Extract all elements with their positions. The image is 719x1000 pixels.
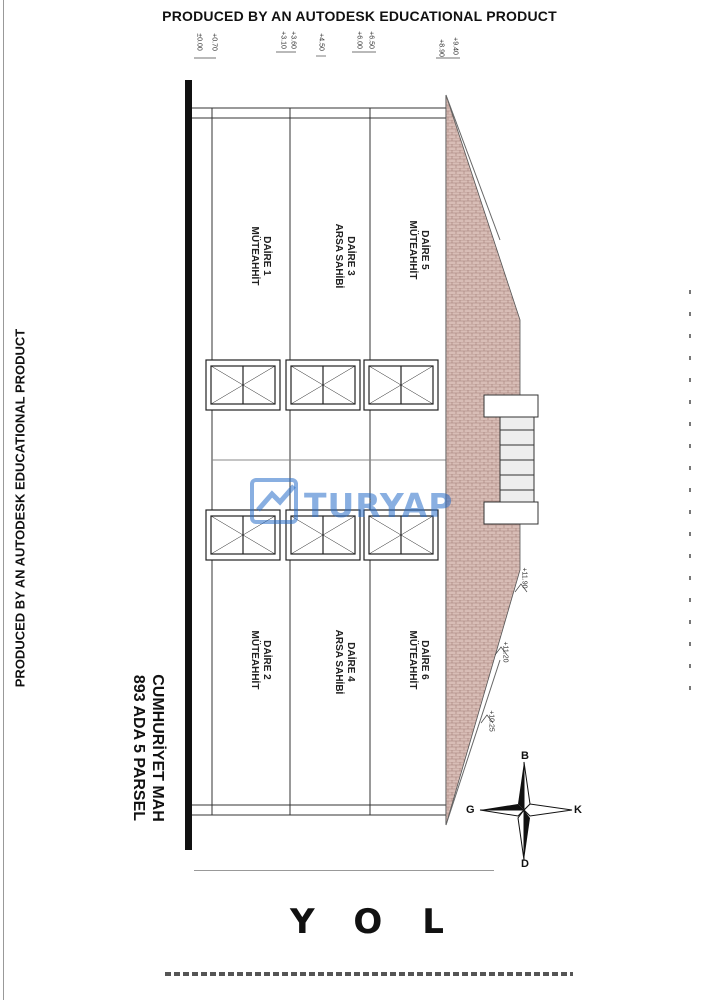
educational-banner-left-text: PRODUCED BY AN AUTODESK EDUCATIONAL PRODUCT xyxy=(12,328,28,688)
bottom-dashed-strip xyxy=(165,972,573,976)
compass-east-label: K xyxy=(574,804,582,816)
window-1-3 xyxy=(364,360,438,410)
compass-west-label: G xyxy=(466,804,475,816)
parcel-neighborhood: CUMHURİYET MAH xyxy=(149,674,166,822)
turyap-wordmark: TURYAP xyxy=(304,486,454,525)
turyap-watermark xyxy=(250,476,475,526)
educational-banner-top: PRODUCED BY AN AUTODESK EDUCATIONAL PRODUCT xyxy=(162,8,557,24)
ground-line xyxy=(194,870,494,871)
north-compass xyxy=(468,748,588,874)
building-outline xyxy=(192,95,446,825)
dashed-boundary xyxy=(689,290,691,690)
compass-south-label: D xyxy=(521,858,529,870)
turyap-logo-icon xyxy=(250,476,302,526)
window-1-2 xyxy=(286,360,360,410)
ground-wall-line xyxy=(185,80,192,850)
level-ticks xyxy=(194,52,460,58)
window-1-1 xyxy=(206,360,280,410)
road-label: YOL xyxy=(290,902,484,942)
parcel-number: 893 ADA 5 PARSEL xyxy=(130,674,147,822)
compass-north-label: B xyxy=(521,750,529,762)
compass-rose-icon xyxy=(468,748,588,874)
